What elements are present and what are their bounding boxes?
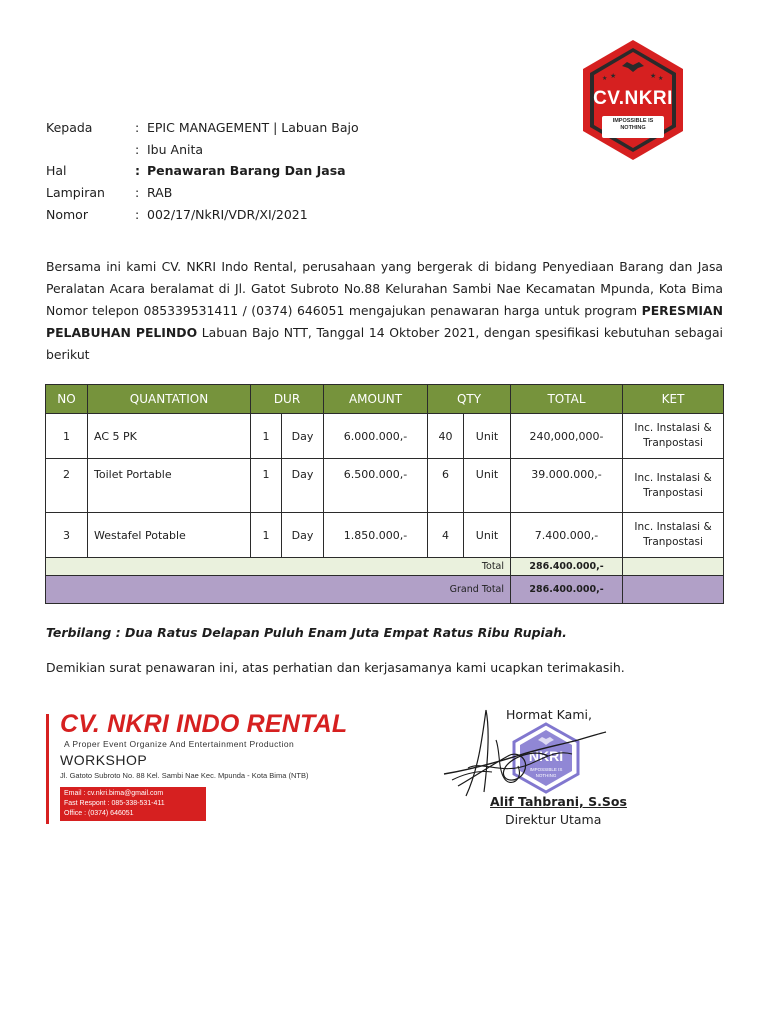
grand-total-value: 286.400.000,- xyxy=(511,576,623,604)
contact-fast-respont: Fast Respont : 085-338-531-411 xyxy=(64,800,165,807)
cell-no: 2 xyxy=(46,459,88,513)
total-label: Total xyxy=(46,558,511,576)
header-label: Kepada xyxy=(46,120,93,135)
cell-dur: 1 xyxy=(251,513,282,558)
header-value: RAB xyxy=(147,185,173,200)
logo-tagline-line1: IMPOSSIBLE IS xyxy=(612,118,654,124)
cell-no: 1 xyxy=(46,414,88,459)
cell-ket: Inc. Instalasi & Tranpostasi xyxy=(623,459,724,513)
svg-text:★: ★ xyxy=(658,75,664,82)
header-colon: : xyxy=(135,207,140,222)
grand-total-ket-empty xyxy=(623,576,724,604)
contact-email: Email : cv.nkri.bima@gmail.com xyxy=(64,790,164,797)
signature-greeting: Hormat Kami, xyxy=(506,707,592,722)
cell-qty-unit: Unit xyxy=(464,459,511,513)
header-colon: : xyxy=(135,142,140,157)
cell-item: Toilet Portable xyxy=(88,459,251,513)
cell-qty: 6 xyxy=(428,459,464,513)
cell-total: 7.400.000,- xyxy=(511,513,623,558)
header-value: 002/17/NkRI/VDR/XI/2021 xyxy=(147,207,308,222)
header-label: Nomor xyxy=(46,207,88,222)
body-paragraph xyxy=(46,256,723,366)
grand-total-label: Grand Total xyxy=(46,576,511,604)
table-row xyxy=(46,414,724,459)
svg-text:★: ★ xyxy=(610,72,617,80)
cell-total: 240,000,000- xyxy=(511,414,623,459)
workshop-label: WORKSHOP xyxy=(60,752,148,768)
header-colon: : xyxy=(135,163,140,178)
total-row xyxy=(46,558,724,576)
logo-tagline xyxy=(602,116,664,138)
cell-qty: 40 xyxy=(428,414,464,459)
cell-dur-unit: Day xyxy=(282,513,324,558)
cell-dur-unit: Day xyxy=(282,414,324,459)
stamp-name: NKRI xyxy=(528,748,564,764)
stamp-tagline: IMPOSSIBLE IS NOTHING xyxy=(529,767,563,778)
contact-office: Office : (0374) 646051 xyxy=(64,810,134,817)
terbilang-text: Terbilang : Dua Ratus Delapan Puluh Enam Juta Empat Ratus Ribu Rupiah. xyxy=(46,625,567,640)
cell-amount: 6.000.000,- xyxy=(324,414,428,459)
cell-no: 3 xyxy=(46,513,88,558)
logo-name: CV.NKRI xyxy=(593,88,673,109)
cell-qty-unit: Unit xyxy=(464,513,511,558)
signer-name: Alif Tahbrani, S.Sos xyxy=(490,794,627,809)
cell-qty: 4 xyxy=(428,513,464,558)
cell-dur: 1 xyxy=(251,459,282,513)
cell-qty-unit: Unit xyxy=(464,414,511,459)
grand-total-row xyxy=(46,576,724,604)
cell-item: Westafel Potable xyxy=(88,513,251,558)
header-dur: DUR xyxy=(251,385,324,414)
cell-amount: 1.850.000,- xyxy=(324,513,428,558)
cell-item: AC 5 PK xyxy=(88,414,251,459)
cell-amount: 6.500.000,- xyxy=(324,459,428,513)
svg-text:★: ★ xyxy=(602,75,608,82)
header-colon: : xyxy=(135,120,140,135)
header-total: TOTAL xyxy=(511,385,623,414)
header-label: Hal xyxy=(46,163,67,178)
cell-ket: Inc. Instalasi & Tranpostasi xyxy=(623,513,724,558)
workshop-address: Jl. Gatoto Subroto No. 88 Kel. Sambi Nae Kec. Mpunda - Kota Bima (NTB) xyxy=(60,771,309,780)
cell-dur: 1 xyxy=(251,414,282,459)
header-qty: QTY xyxy=(428,385,511,414)
header-ket: KET xyxy=(623,385,724,414)
program-name: PERESMIAN PELABUHAN PELINDO xyxy=(46,303,723,340)
contact-box xyxy=(60,787,206,821)
company-logo xyxy=(580,38,686,162)
table-row xyxy=(46,513,724,558)
header-no: NO xyxy=(46,385,88,414)
body-text-1: Bersama ini kami CV. NKRI Indo Rental, perusahaan yang bergerak di bidang Penyediaan Barang dan Jasa Peralatan Acara beralamat di Jl. Gatot Subroto No.88 Kelurahan Sambi Nae Kecamatan Mpunda, Kota Bima Nomor telepon 085339531411 / (0374) 646051 mengajukan penawaran harga untuk program xyxy=(46,259,723,318)
total-ket-empty xyxy=(623,558,724,576)
table-row xyxy=(46,459,724,513)
company-name: CV. NKRI INDO RENTAL xyxy=(60,710,348,738)
header-amount: AMOUNT xyxy=(324,385,428,414)
svg-text:★: ★ xyxy=(650,72,657,80)
header-label: Lampiran xyxy=(46,185,105,200)
closing-text: Demikian surat penawaran ini, atas perhatian dan kerjasamanya kami ucapkan terimakasih. xyxy=(46,660,625,675)
cell-dur-unit: Day xyxy=(282,459,324,513)
body-text-2: Labuan Bajo NTT, Tanggal 14 Oktober 2021, dengan spesifikasi kebutuhan sebagai berikut xyxy=(46,325,723,362)
header-colon: : xyxy=(135,185,140,200)
signer-role: Direktur Utama xyxy=(505,812,602,827)
header-value: EPIC MANAGEMENT | Labuan Bajo xyxy=(147,120,359,135)
header-value: Penawaran Barang Dan Jasa xyxy=(147,163,346,178)
cell-ket: Inc. Instalasi & Tranpostasi xyxy=(623,414,724,459)
company-tagline: A Proper Event Organize And Entertainment Production xyxy=(64,739,295,749)
cell-total: 39.000.000,- xyxy=(511,459,623,513)
total-value: 286.400.000,- xyxy=(511,558,623,576)
table-header-row xyxy=(46,385,724,414)
header-value: Ibu Anita xyxy=(147,142,204,157)
logo-tagline-line2: NOTHING xyxy=(620,125,646,131)
header-quantation: QUANTATION xyxy=(88,385,251,414)
quotation-table xyxy=(45,384,724,604)
company-red-bar xyxy=(46,714,49,824)
